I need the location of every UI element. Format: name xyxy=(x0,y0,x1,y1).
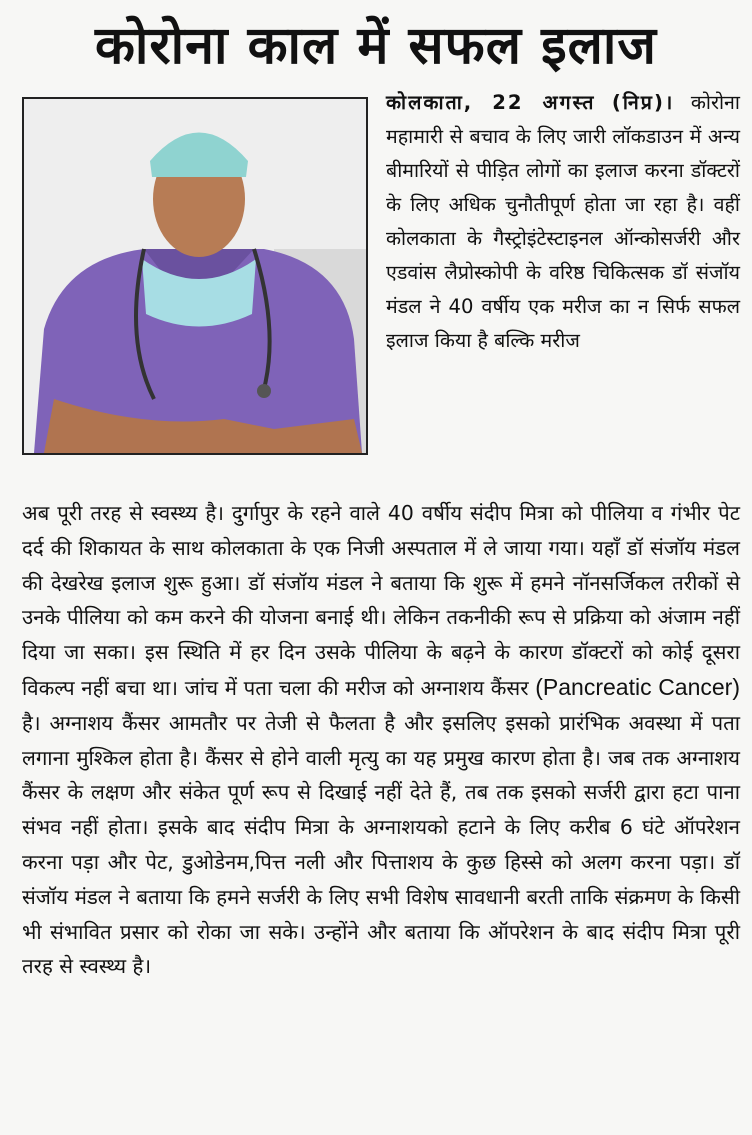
pancreatic-cancer-term: (Pancreatic Cancer) xyxy=(535,673,740,700)
lead-paragraph: कोरोना महामारी से बचाव के लिए जारी लॉकडाउन में अन्य बीमारियों से पीड़ित लोगों का इलाज करना डॉक्टरों के लिए अधिक चुनौतीपूर्ण होता जा रहा है। वहीं कोलकाता के गैस्ट्रोइंटेस्टाइनल ऑन्कोसर्जरी और एडवांस लैप्रोस्कोपी के वरिष्ठ चिकित्सक डॉ संजॉय मंडल ने 40 वर्षीय एक मरीज का न सिर्फ सफल इलाज किया है बल्कि मरीज xyxy=(386,91,740,352)
body-text-part-1: अब पूरी तरह से स्वस्थ्य है। दुर्गापुर के रहने वाले 40 वर्षीय संदीप मित्रा को पीलिया व गंभीर पेट दर्द की शिकायत के साथ कोलकाता के एक निजी अस्पताल में ले जाया गया। यहाँ डॉ संजॉय मंडल की देखरेख इलाज शुरू हुआ। डॉ संजॉय मंडल ने बताया कि शुरू में हमने नॉनसर्जिकल तरीकों से उनके पीलिया को कम करने की योजना बनाई थी। लेकिन तकनीकी रूप से प्रक्रिया को अंजाम नहीं दिया जा सका। इस स्थिति में हर दिन उसके पीलिया के बढ़ने के कारण डॉक्टरों को कोई दूसरा विकल्प नहीं बचा था। जांच में पता चला की मरीज को अग्नाशय कैंसर xyxy=(22,501,740,700)
doctor-photo xyxy=(22,97,368,455)
agency-tag: (निप्र)। xyxy=(611,91,675,114)
body-text-part-2: है। अग्नाशय कैंसर आमतौर पर तेजी से फैलता है और इसलिए इसको प्रारंभिक अवस्था में पता लगाना मुश्किल होता है। कैंसर से होने वाली मृत्यु का यह प्रमुख कारण होता है। जब तक अग्नाशय कैंसर के लक्षण और संकेत पूर्ण रूप से दिखाई नहीं देते हैं, तब तक इसको सर्जरी द्वारा हटा पाना संभव नहीं होता। इसके बाद संदीप मित्रा के अग्नाशयको हटाने के लिए करीब 6 घंटे ऑपरेशन करना पड़ा और पेट, डुओडेनम,पित्त नली और पित्ताशय के कुछ हिस्से को अलग करना पड़ा। डॉ संजॉय मंडल ने बताया कि हमने सर्जरी के लिए सभी विशेष सावधानी बरती ताकि संक्रमण के किसी भी संभावित प्रसार को रोका जा सके। उन्होंने और बताया कि ऑपरेशन के बाद संदीप मित्रा पूरी तरह से स्वस्थ्य है। xyxy=(22,710,740,979)
article-body xyxy=(22,496,740,984)
dateline: कोलकाता, 22 अगस्त xyxy=(386,91,596,114)
headline: कोरोना काल में सफल इलाज xyxy=(95,16,657,76)
article-column-text xyxy=(386,86,740,358)
